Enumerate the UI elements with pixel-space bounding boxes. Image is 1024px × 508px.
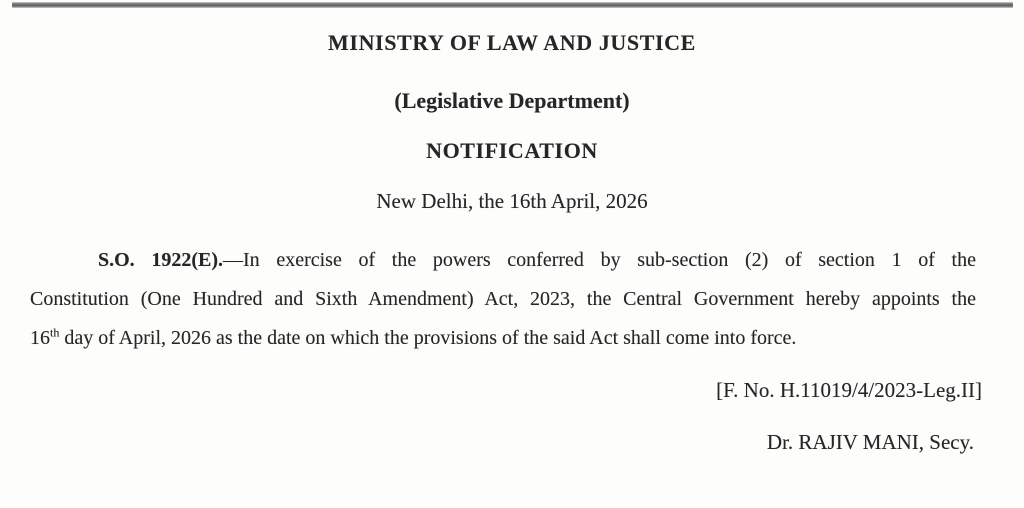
notification-body	[0, 241, 1024, 358]
top-divider	[12, 2, 1013, 8]
dateline: New Delhi, the 16th April, 2026	[376, 189, 648, 213]
ministry-title: MINISTRY OF LAW AND JUSTICE	[328, 30, 696, 55]
body-line-2-text: Constitution (One Hundred and Sixth Amendment) Act, 2023, the Central Government hereby appoints the	[30, 288, 976, 310]
file-number: [F. No. H.11019/4/2023-Leg.II]	[716, 378, 982, 402]
day-number: 16	[30, 327, 50, 349]
body-line-3-text: day of April, 2026 as the date on which the provisions of the said Act shall come into force.	[59, 327, 797, 349]
body-line-3	[30, 319, 976, 358]
notification-heading: NOTIFICATION	[426, 138, 598, 163]
body-line-1	[30, 241, 976, 280]
department-subtitle: (Legislative Department)	[394, 88, 630, 113]
body-line-1-text: —In exercise of the powers conferred by sub-section (2) of section 1 of the	[223, 249, 976, 271]
signatory-name: Dr. RAJIV MANI, Secy.	[766, 430, 974, 454]
so-number: S.O. 1922(E).	[98, 249, 223, 271]
ordinal-suffix: th	[50, 325, 60, 340]
body-line-2	[30, 280, 976, 319]
